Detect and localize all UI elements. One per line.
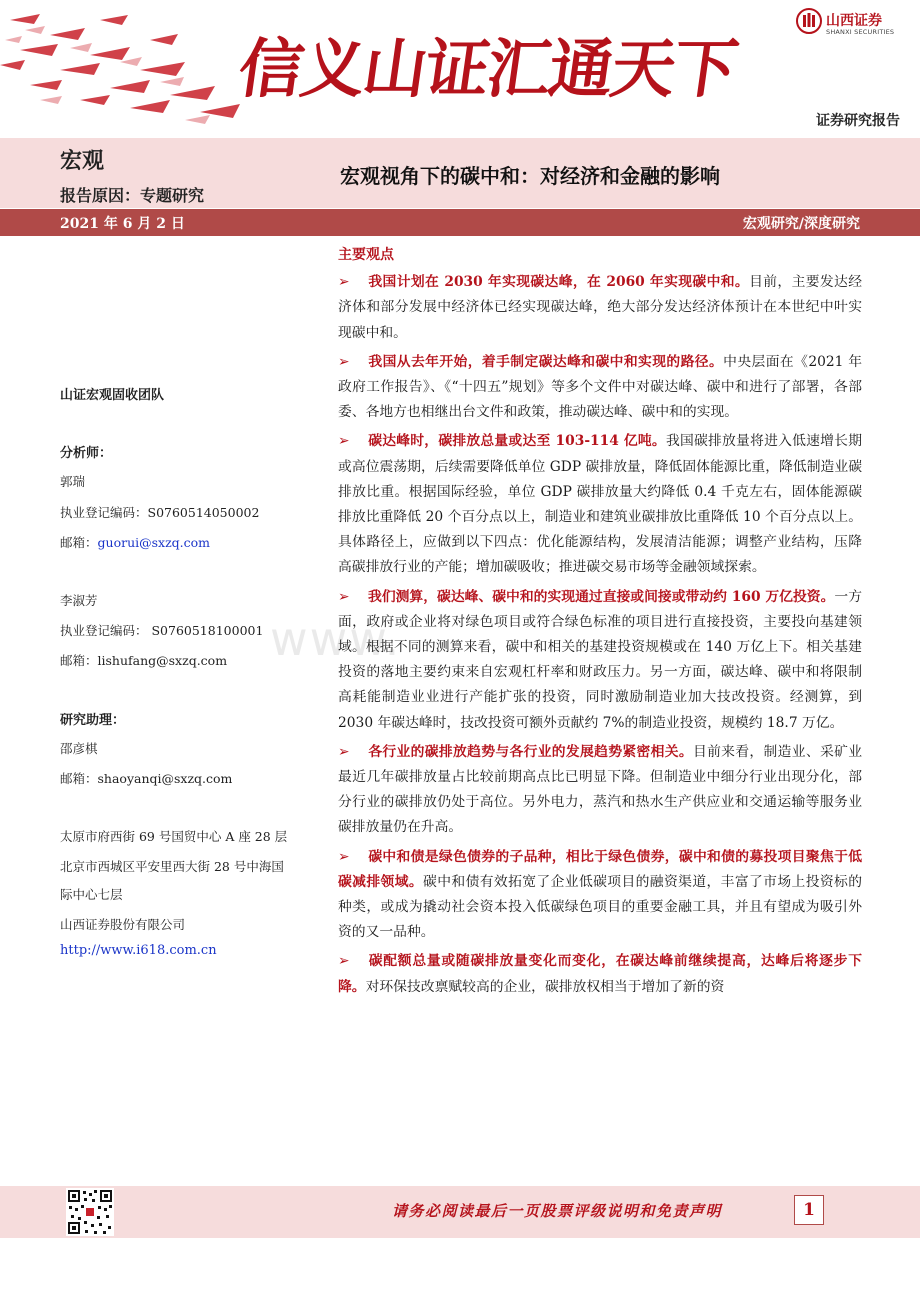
logo-mark-icon [796, 8, 822, 34]
report-date: 2021 年 6 月 2 日 [60, 216, 185, 232]
address-beijing-line2: 际中心七层 [60, 887, 123, 902]
assistant-label: 研究助理： [60, 713, 126, 728]
report-type-label: 证券研究报告 [816, 113, 900, 129]
company-logo [796, 8, 912, 38]
logo-name-cn: 山西证券 [826, 13, 882, 29]
key-point [338, 949, 862, 999]
main-content [338, 243, 862, 1004]
key-point [338, 429, 862, 580]
analyst2-name: 李淑芳 [60, 593, 98, 608]
bullet-arrow-icon: ➢ [338, 848, 350, 865]
key-point-text: 我国碳排放量将进入低速增长期或高位震荡期，后续需要降低单位 GDP 碳排放量，降低固体能源比重，降低制造业碳排放比重。根据国际经验，单位 GDP 碳排放量大约降低 0.4 千克左右，固体能源碳排放比重降低 20 个百分点以上，制造业和建筑业碳排放比重降低 10 个百分点以上。具体路径上，应做到以下四点：优化能源结构，发展清洁能源；调整产业结构，压降高碳排放行业的产能；增加碳吸收；推进碳交易市场等金融领域探索。 [338, 433, 863, 576]
bullet-arrow-icon: ➢ [338, 953, 350, 970]
key-point-highlight: 碳达峰时，碳排放总量或达至 103-114 亿吨。 [368, 433, 666, 450]
key-point-text: 目前，主要发达经济体和部分发展中经济体已经实现碳达峰，绝大部分发达经济体预计在本世纪中叶实现碳中和。 [338, 274, 863, 341]
assistant-name: 邵彦棋 [60, 741, 98, 756]
bullet-arrow-icon: ➢ [338, 743, 350, 760]
address-beijing-line1: 北京市西城区平安里西大街 28 号中海国 [60, 859, 284, 874]
analyst-label: 分析师： [60, 446, 113, 461]
header-banner [0, 0, 920, 140]
watermark: www. [270, 612, 402, 666]
report-category: 宏观研究/深度研究 [742, 216, 860, 232]
key-point-highlight: 碳中和债是绿色债券的子品种，相比于绿色债券，碳中和债的募投项目聚焦于低碳减排领域。 [338, 848, 862, 890]
section-title: 主要观点 [338, 247, 394, 263]
footer-disclaimer: 请务必阅读最后一页股票评级说明和免责声明 [392, 1202, 723, 1220]
address-taiyuan: 太原市府西街 69 号国贸中心 A 座 28 层 [60, 829, 288, 844]
slogan: 信义山证汇通天下 [233, 33, 741, 107]
report-reason: 报告原因：专题研究 [60, 186, 205, 205]
analyst1-email-link[interactable]: guorui@sxzq.com [97, 535, 211, 550]
key-point-text: 目前来看，制造业、采矿业最近几年碳排放量占比较前期高点比已明显下降。但制造业中细分行业出现分化，部分行业的碳排放仍处于高位。另外电力，蒸汽和热水生产供应业和交通运输等服务业碳排放量仍在升高。 [338, 743, 863, 836]
key-point [338, 845, 862, 946]
bullet-arrow-icon: ➢ [338, 353, 350, 370]
key-point-text: 碳中和债有效拓宽了企业低碳项目的融资渠道，丰富了市场上投资标的种类，或成为撬动社会资本投入低碳绿色项目的重要金融工具，并且有望成为吸引外资的又一品种。 [338, 873, 863, 941]
analyst1-name: 郭瑞 [60, 474, 86, 489]
key-point [338, 350, 862, 426]
logo-name-en: SHANXI SECURITIES [826, 28, 895, 36]
bullet-arrow-icon: ➢ [338, 588, 350, 605]
key-point-highlight: 我国从去年开始，着手制定碳达峰和碳中和实现的路径。 [368, 353, 724, 370]
key-point [338, 585, 862, 736]
key-point-highlight: 我国计划在 2030 年实现碳达峰，在 2060 年实现碳中和。 [368, 274, 750, 291]
sector-label: 宏观 [60, 149, 105, 174]
company-name: 山西证券股份有限公司 [60, 917, 186, 932]
analyst1-reg: 执业登记编码：S0760514050002 [60, 505, 260, 520]
analyst1-email-label: 邮箱： [60, 535, 98, 550]
page-number-box [794, 1195, 824, 1225]
report-title: 宏观视角下的碳中和：对经济和金融的影响 [340, 164, 720, 188]
key-point-highlight: 我们测算，碳达峰、碳中和的实现通过直接或间接或带动约 160 万亿投资。 [368, 588, 835, 605]
qr-code-icon [66, 1188, 114, 1236]
company-url-link[interactable]: http://www.i618.com.cn [60, 943, 217, 958]
analyst2-email[interactable]: 邮箱：lishufang@sxzq.com [60, 653, 228, 668]
key-point [338, 740, 862, 841]
team-name: 山证宏观固收团队 [60, 388, 165, 403]
key-point-highlight: 碳配额总量或随碳排放量变化而变化，在碳达峰前继续提高，达峰后将逐步下降。 [338, 953, 862, 995]
assistant-email[interactable]: 邮箱：shaoyanqi@sxzq.com [60, 771, 233, 786]
analyst1-email-row [60, 533, 210, 551]
page-number: 1 [803, 1200, 815, 1220]
bullet-arrow-icon: ➢ [338, 433, 350, 450]
bullet-arrow-icon: ➢ [338, 274, 350, 291]
key-point-text: 对环保技改禀赋较高的企业，碳排放权相当于增加了新的资 [365, 978, 725, 995]
key-point-highlight: 各行业的碳排放趋势与各行业的发展趋势紧密相关。 [368, 743, 693, 760]
key-point [338, 270, 862, 346]
analyst2-reg: 执业登记编码： S0760518100001 [60, 623, 264, 638]
key-point-text: 一方面，政府或企业将对绿色项目或符合绿色标准的项目进行直接投资，主要投向基建领域。根据不同的测算来看，碳中和相关的基建投资规模或在 140 万亿上下。相关基建投资的落地主要约束来自宏观杠杆率和财政压力。另一方面，碳达峰、碳中和将限制高耗能制造业业进行产能扩张的投资，同时激励制造业加大技改投资。经测算，到 2030 年碳达峰时，技改投资可额外贡献约 7%的制造业投资，规模约 18.7 万亿。 [338, 588, 863, 731]
key-point-text: 中央层面在《2021 年政府工作报告》、《“十四五”规划》等多个文件中对碳达峰、碳中和进行了部署，各部委、各地方也相继出台文件和政策，推动碳达峰、碳中和的实现。 [338, 353, 863, 421]
